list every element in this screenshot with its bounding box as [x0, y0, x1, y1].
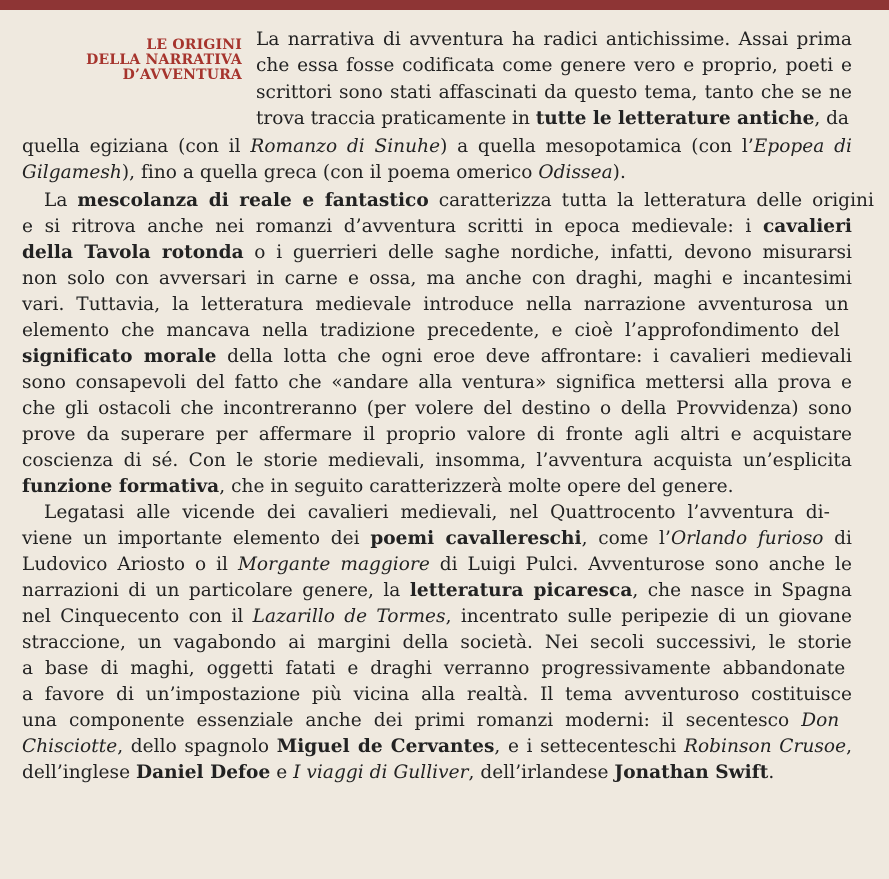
bold-term: tutte le letterature antiche	[535, 108, 815, 129]
text-run: che essa fosse codificata come genere vero e proprio, poeti e	[256, 55, 852, 76]
page-top-border	[0, 0, 889, 10]
text-line-14	[22, 372, 852, 394]
italic-title: Lazarillo de Tormes	[252, 606, 446, 627]
italic-title: Orlando furioso	[670, 528, 824, 549]
text-run: ,	[846, 736, 853, 757]
text-run: La narrativa di avventura ha radici antichissime. Assai prima	[256, 29, 852, 50]
text-line-16	[22, 424, 852, 446]
italic-title: Odissea	[538, 162, 613, 183]
text-line-28	[22, 736, 852, 758]
text-run: di Luigi Pulci. Avventurose sono anche le	[429, 554, 852, 575]
side-heading-line-2: DELLA NARRATIVA	[86, 52, 242, 68]
text-run: , che nasce in Spagna	[632, 580, 852, 601]
text-run: , dello spagnolo	[117, 736, 277, 757]
text-run: viene un importante elemento dei	[22, 528, 371, 549]
text-line-7	[22, 190, 874, 212]
text-run: quella egiziana (con il	[22, 136, 251, 157]
side-heading-line-1: LE ORIGINI	[146, 37, 242, 53]
text-line-24	[22, 632, 852, 654]
italic-title: Morgante maggiore	[237, 554, 430, 575]
italic-title: Robinson Crusoe	[683, 736, 847, 757]
italic-title: I viaggi di Gulliver	[293, 762, 469, 783]
text-run: trova traccia praticamente in	[256, 108, 536, 129]
text-run: La	[44, 190, 78, 211]
text-run: e si ritrova anche nei romanzi d’avventura scritti in epoca medievale: i	[22, 216, 763, 237]
text-line-5	[22, 136, 852, 158]
text-line-29	[22, 762, 852, 784]
text-run: straccione, un vagabondo ai margini della società. Nei secoli successivi, le storie	[22, 632, 852, 653]
bold-term: significato morale	[22, 346, 217, 367]
text-line-26	[22, 684, 852, 706]
italic-title: Chisciotte	[22, 736, 118, 757]
text-line-27	[22, 710, 852, 732]
text-run: a base di maghi, oggetti fatati e draghi verranno progressivamente abbandonate	[22, 658, 846, 679]
side-heading-line-3: D’AVVENTURA	[122, 67, 242, 83]
bold-term: poemi cavallereschi	[370, 528, 582, 549]
text-run: elemento che mancava nella tradizione precedente, e cioè l’approfondimento del	[22, 320, 840, 341]
text-line-22	[22, 580, 852, 602]
text-run: una componente essenziale anche dei primi romanzi moderni: il secentesco	[22, 710, 802, 731]
text-run: dell’inglese	[22, 762, 137, 783]
bold-term: Daniel Defoe	[136, 762, 271, 783]
text-line-4	[256, 108, 852, 130]
text-run: coscienza di sé. Con le storie medievali, insomma, l’avventura acquista un’esplicita	[22, 450, 852, 471]
bold-term: letteratura picaresca	[409, 580, 633, 601]
text-run: ), fino a quella greca (con il poema omerico	[121, 162, 539, 183]
bold-term: Jonathan Swift	[614, 762, 769, 783]
text-run: ).	[612, 162, 626, 183]
text-run: , da	[814, 108, 849, 129]
text-run: Ludovico Ariosto o il	[22, 554, 238, 575]
text-run: nel Cinquecento con il	[22, 606, 253, 627]
text-line-13	[22, 346, 852, 368]
bold-term: Miguel de Cervantes	[276, 736, 495, 757]
italic-title: Epopea di	[753, 136, 852, 157]
text-run: vari. Tuttavia, la letteratura medievale introduce nella narrazione avventurosa un	[22, 294, 849, 315]
text-run: .	[768, 762, 775, 783]
text-line-10	[22, 268, 852, 290]
text-line-17	[22, 450, 852, 472]
text-run: , dell’irlandese	[468, 762, 615, 783]
text-run: ) a quella mesopotamica (con l’	[440, 136, 754, 157]
bold-term: cavalieri	[762, 216, 852, 237]
text-run: a favore di un’impostazione più vicina alla realtà. Il tema avventuroso costituisce	[22, 684, 852, 705]
text-line-2	[256, 55, 852, 77]
text-line-8	[22, 216, 852, 238]
text-run: scrittori sono stati affascinati da questo tema, tanto che se ne	[256, 82, 852, 103]
text-line-19	[22, 502, 852, 524]
text-line-12	[22, 320, 852, 342]
text-line-25	[22, 658, 852, 680]
text-run: caratterizza tutta la letteratura delle origini	[428, 190, 874, 211]
text-line-23	[22, 606, 852, 628]
text-line-1	[256, 29, 852, 51]
bold-term: della Tavola rotonda	[22, 242, 244, 263]
text-run: prove da superare per affermare il proprio valore di fronte agli altri e acquistare	[22, 424, 852, 445]
text-run: che gli ostacoli che incontreranno (per volere del destino o della Provvidenza) sono	[22, 398, 852, 419]
text-line-21	[22, 554, 852, 576]
bold-term: funzione formativa	[22, 476, 220, 497]
text-run: narrazioni di un particolare genere, la	[22, 580, 410, 601]
text-run: di	[823, 528, 852, 549]
text-run: , incentrato sulle peripezie di un giovane	[445, 606, 852, 627]
text-run: e	[270, 762, 294, 783]
text-line-9	[22, 242, 852, 264]
text-line-3	[256, 82, 852, 104]
text-line-20	[22, 528, 852, 550]
italic-title: Gilgamesh	[22, 162, 122, 183]
text-run: non solo con avversari in carne e ossa, ma anche con draghi, maghi e incantesimi	[22, 268, 852, 289]
italic-title: Don	[801, 710, 840, 731]
bold-term: mescolanza di reale e fantastico	[77, 190, 429, 211]
text-run: Legatasi alle vicende dei cavalieri medievali, nel Quattrocento l’avventura di-	[44, 502, 830, 523]
text-line-6	[22, 162, 852, 184]
text-line-18	[22, 476, 852, 498]
side-heading	[70, 38, 242, 83]
text-run: , e i settecenteschi	[494, 736, 684, 757]
text-run: o i guerrieri delle saghe nordiche, infatti, devono misurarsi	[243, 242, 852, 263]
text-run: , come l’	[581, 528, 671, 549]
text-line-11	[22, 294, 852, 316]
text-line-15	[22, 398, 852, 420]
text-run: , che in seguito caratterizzerà molte opere del genere.	[219, 476, 734, 497]
italic-title: Romanzo di Sinuhe	[250, 136, 441, 157]
text-run: della lotta che ogni eroe deve affrontare: i cavalieri medievali	[216, 346, 852, 367]
text-run: sono consapevoli del fatto che «andare alla ventura» significa mettersi alla prova e	[22, 372, 852, 393]
